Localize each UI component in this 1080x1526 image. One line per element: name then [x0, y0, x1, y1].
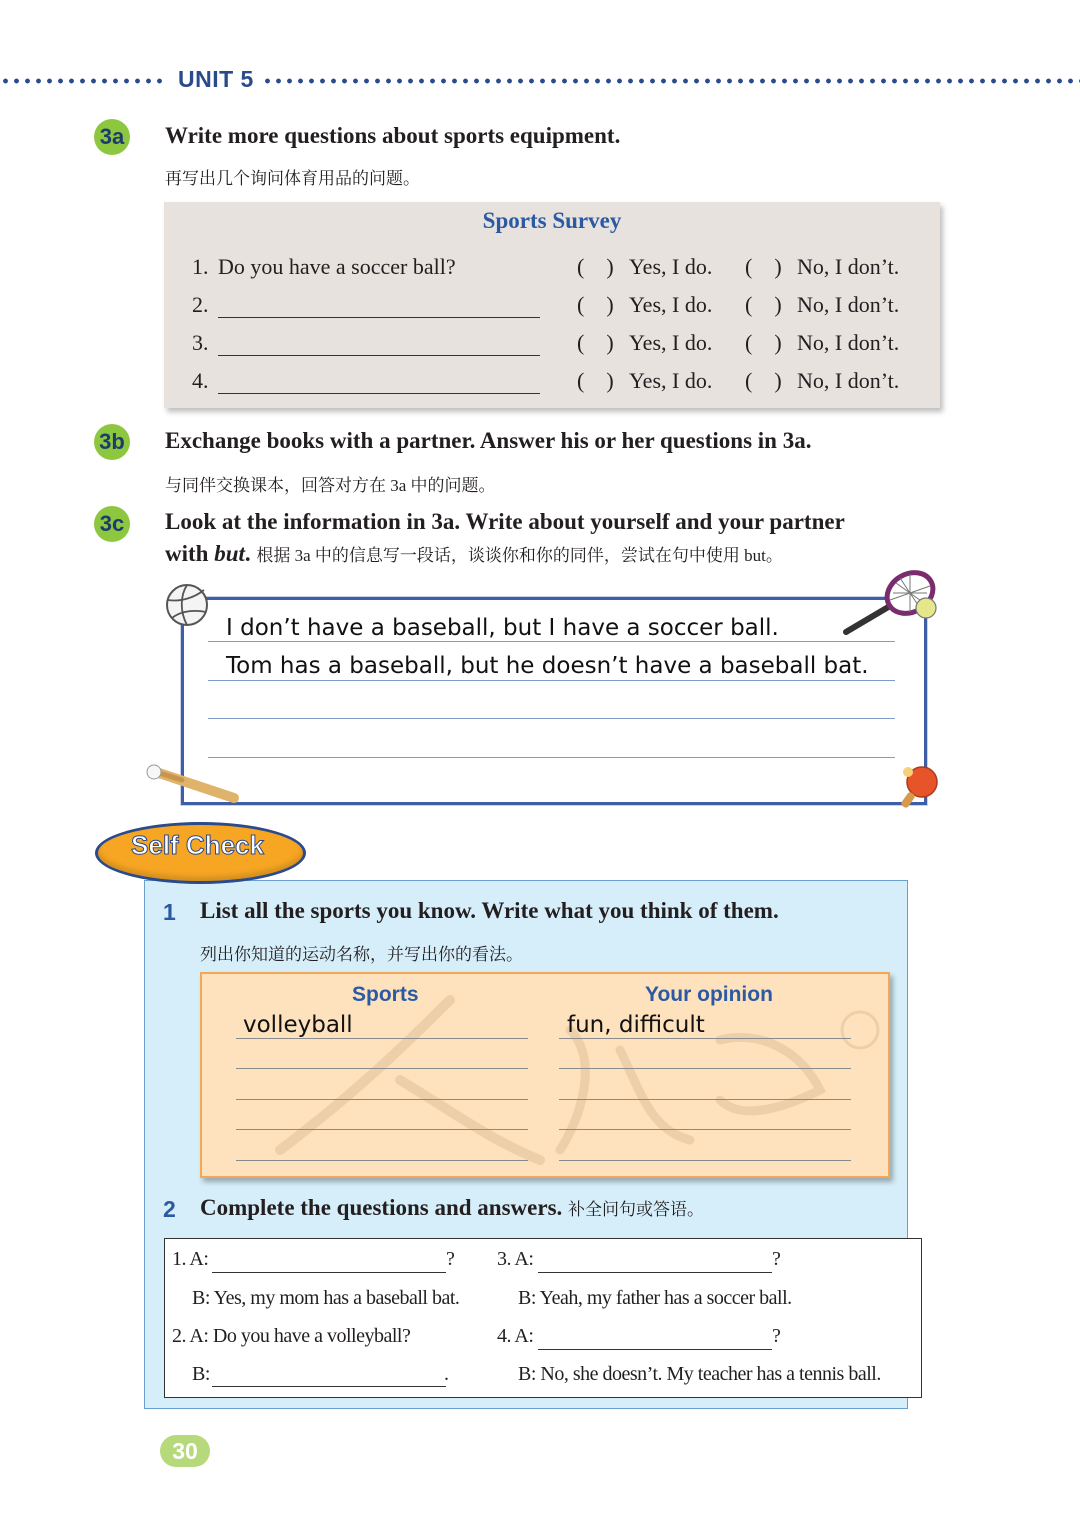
badge-3a: 3a [94, 119, 130, 155]
survey-row-3-yes: Yes, I do. [629, 330, 713, 355]
opinion-line-1[interactable] [559, 1038, 851, 1039]
survey-row-3-blank[interactable] [218, 355, 540, 356]
survey-row-2-yes-paren[interactable]: ( ) [577, 292, 614, 317]
q3-b: B: Yeah, my father has a soccer ball. [518, 1287, 792, 1309]
survey-row-1-yes: Yes, I do. [629, 254, 713, 279]
q2-b-label: B: [192, 1363, 210, 1385]
task-2-instruction-cn: 补全问句或答语。 [568, 1200, 705, 1219]
q1-b: B: Yes, my mom has a baseball bat. [192, 1287, 460, 1309]
task-1-instruction-cn: 列出你知道的运动名称，并写出你的看法。 [200, 945, 523, 964]
survey-row-4-num: 4. [192, 368, 209, 393]
survey-row-1-no: No, I don’t. [797, 254, 900, 279]
q2-b-blank[interactable] [212, 1386, 446, 1387]
opinion-line-2[interactable] [559, 1068, 851, 1069]
survey-row-4-no: No, I don’t. [797, 368, 900, 393]
q3-a-label: 3. A: [497, 1248, 534, 1270]
q4-a-end: ? [772, 1325, 781, 1347]
survey-row-4-no-paren[interactable]: ( ) [745, 368, 782, 393]
task-1-instruction: List all the sports you know. Write what you think of them. [200, 898, 779, 923]
instruction-3c-cn: 根据 3a 中的信息写一段话，谈谈你和你的同伴，尝试在句中使用 but。 [256, 546, 783, 565]
survey-row-4-blank[interactable] [218, 393, 540, 394]
q3-a-end: ? [772, 1248, 781, 1270]
column-header-sports: Sports [352, 983, 419, 1006]
writing-line-1[interactable] [208, 641, 895, 642]
q2-a: 2. A: Do you have a volleyball? [172, 1325, 411, 1347]
task-2-number: 2 [163, 1196, 176, 1222]
unit-label: UNIT 5 [178, 66, 254, 92]
header-dots-left [0, 77, 168, 85]
sports-line-2[interactable] [236, 1068, 528, 1069]
badge-3b: 3b [94, 424, 130, 460]
tennis-racket-icon [838, 568, 944, 640]
opinion-line-3[interactable] [559, 1099, 851, 1100]
instruction-3c-period: . [244, 541, 251, 566]
sports-line-3[interactable] [236, 1099, 528, 1100]
survey-row-4-yes-paren[interactable]: ( ) [577, 368, 614, 393]
ping-pong-paddle-icon [896, 762, 942, 810]
q1-a-label: 1. A: [172, 1248, 209, 1270]
survey-row-4-yes: Yes, I do. [629, 368, 713, 393]
writing-text-2: Tom has a baseball, but he doesn’t have a baseball bat. [226, 653, 869, 679]
task-1-number: 1 [163, 899, 176, 925]
instruction-3c-line2 [165, 541, 783, 567]
survey-row-3-num: 3. [192, 330, 209, 355]
q4-b: B: No, she doesn’t. My teacher has a tennis ball. [518, 1363, 881, 1385]
instruction-3b: Exchange books with a partner. Answer his or her questions in 3a. [165, 428, 812, 453]
task-2-instruction: Complete the questions and answers. [200, 1195, 563, 1220]
survey-row-2-num: 2. [192, 292, 209, 317]
opinion-line-5[interactable] [559, 1160, 851, 1161]
instruction-3b-cn: 与同伴交换课本，回答对方在 3a 中的问题。 [165, 476, 496, 495]
survey-row-2-no-paren[interactable]: ( ) [745, 292, 782, 317]
survey-title: Sports Survey [482, 208, 622, 233]
survey-row-3-no-paren[interactable]: ( ) [745, 330, 782, 355]
q3-a-blank[interactable] [538, 1272, 772, 1273]
survey-row-1-no-paren[interactable]: ( ) [745, 254, 782, 279]
column-header-opinion: Your opinion [645, 983, 773, 1006]
baseball-bat-icon [142, 760, 242, 806]
instruction-3c-with: with [165, 541, 215, 566]
opinion-entry-1: fun, difficult [567, 1012, 705, 1038]
q2-b-end: . [444, 1363, 449, 1385]
writing-line-2[interactable] [208, 680, 895, 681]
survey-row-1-yes-paren[interactable]: ( ) [577, 254, 614, 279]
survey-row-3-yes-paren[interactable]: ( ) [577, 330, 614, 355]
q4-a-blank[interactable] [538, 1349, 772, 1350]
sport-entry-1: volleyball [243, 1012, 353, 1038]
survey-row-2-blank[interactable] [218, 317, 540, 318]
q1-a-end: ? [446, 1248, 455, 1270]
task-2-instruction-line [200, 1195, 704, 1221]
survey-row-2-no: No, I don’t. [797, 292, 900, 317]
writing-text-1: I don’t have a baseball, but I have a soccer ball. [226, 615, 779, 641]
self-check-title: Self Check [131, 830, 264, 860]
instruction-3c-line1: Look at the information in 3a. Write about yourself and your partner [165, 509, 845, 534]
opinion-line-4[interactable] [559, 1129, 851, 1130]
instruction-3c-but: but [214, 541, 245, 566]
writing-line-4[interactable] [208, 757, 895, 758]
q1-a-blank[interactable] [212, 1272, 446, 1273]
volleyball-icon [164, 582, 210, 628]
survey-row-3-no: No, I don’t. [797, 330, 900, 355]
sports-line-1[interactable] [236, 1038, 528, 1039]
survey-row-1-question: Do you have a soccer ball? [218, 254, 456, 279]
sports-line-5[interactable] [236, 1160, 528, 1161]
badge-3c: 3c [94, 506, 130, 542]
instruction-3a: Write more questions about sports equipment. [165, 123, 621, 148]
header-dots-right [262, 77, 1080, 85]
survey-row-2-yes: Yes, I do. [629, 292, 713, 317]
survey-row-1-num: 1. [192, 254, 209, 279]
instruction-3a-cn: 再写出几个询问体育用品的问题。 [165, 169, 420, 188]
sports-line-4[interactable] [236, 1129, 528, 1130]
q4-a-label: 4. A: [497, 1325, 534, 1347]
writing-line-3[interactable] [208, 718, 895, 719]
page-number: 30 [160, 1435, 210, 1467]
